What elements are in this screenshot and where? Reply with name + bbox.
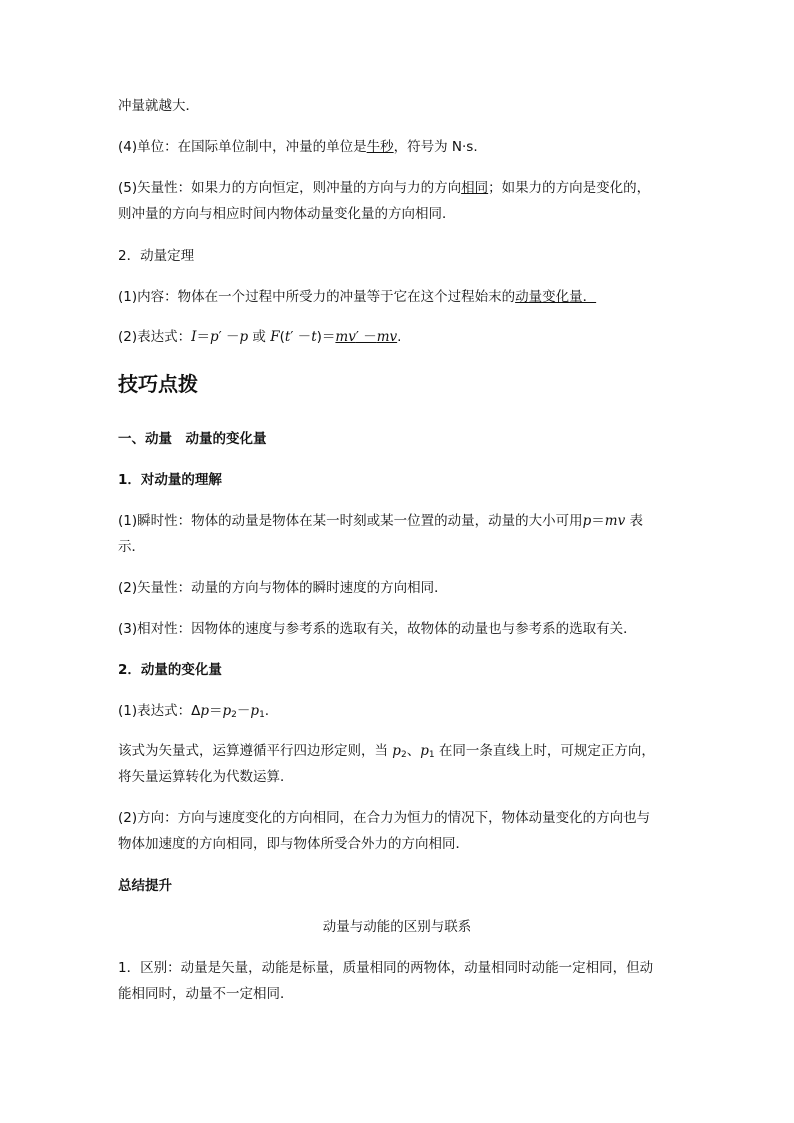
text: 冲量就越大． <box>118 98 199 114</box>
text: (2)矢量性：动量的方向与物体的瞬时速度的方向相同． <box>118 580 448 596</box>
text-line <box>118 984 294 1004</box>
math-var: mv <box>376 329 398 345</box>
text: ＝ <box>591 513 605 529</box>
text: ＝ <box>209 703 223 719</box>
text: 或 <box>248 329 271 345</box>
text: 一、动量 动量的变化量 <box>118 431 267 447</box>
text: ′ － <box>290 329 312 345</box>
math-var: mv <box>604 513 626 529</box>
text-line <box>118 767 294 787</box>
subscript: 1 <box>428 750 435 760</box>
text: . <box>397 329 402 345</box>
text-line <box>118 537 145 557</box>
section-heading <box>118 371 198 397</box>
math-var: F <box>270 329 280 345</box>
text: 总结提升 <box>118 878 172 894</box>
math-var: p <box>392 743 401 759</box>
math-var: p <box>209 329 219 345</box>
formula-line <box>118 327 401 347</box>
heading-text: 技巧点拨 <box>118 372 198 396</box>
subscript: 2 <box>231 710 237 720</box>
underlined-answer: 牛秒 <box>366 139 394 155</box>
text: (4)单位：在国际单位制中，冲量的单位是 <box>118 139 367 155</box>
text-line <box>118 287 596 307</box>
subheading <box>118 470 222 490</box>
math-var: p <box>420 743 429 759</box>
text: 表 <box>625 513 644 529</box>
text-line <box>118 578 448 598</box>
text: 2．动量的变化量 <box>118 662 222 678</box>
text-line <box>118 246 194 266</box>
text-line <box>118 619 637 639</box>
text: (1)表达式：Δ <box>118 703 201 719</box>
underlined-answer: 动量变化量． <box>515 289 597 305</box>
text: ( <box>279 329 285 345</box>
text-line <box>118 137 478 157</box>
text: )＝ <box>316 329 336 345</box>
math-var: p <box>239 329 249 345</box>
math-var: p <box>222 703 232 719</box>
text: 动量与动能的区别与联系 <box>322 919 472 935</box>
formula-line <box>118 701 269 725</box>
text: 该式为矢量式，运算遵循平行四边形定则，当 <box>118 743 393 759</box>
text: (5)矢量性：如果力的方向恒定，则冲量的方向与力的方向 <box>118 180 462 196</box>
text: 、 <box>406 743 421 759</box>
text: 在同一条直线上时，可规定正方向， <box>434 743 655 759</box>
math-var: p <box>582 513 592 529</box>
text: 2．动量定理 <box>118 248 195 264</box>
text-line <box>118 178 650 198</box>
text-line <box>118 204 456 224</box>
subheading <box>118 660 222 680</box>
subheading <box>118 876 172 896</box>
text: 示． <box>118 539 145 555</box>
text: ＝ <box>196 329 210 345</box>
text-line <box>118 958 653 978</box>
text: ′ － <box>218 329 240 345</box>
math-var: t <box>284 329 291 345</box>
text-line <box>118 808 650 828</box>
math-var: p <box>200 703 210 719</box>
subscript: 2 <box>400 750 407 760</box>
text: ；如果力的方向是变化的， <box>488 180 651 196</box>
math-var: mv <box>335 329 356 345</box>
text: (1)内容：物体在一个过程中所受力的冲量等于它在这个过程始末的 <box>118 289 516 305</box>
text: 则冲量的方向与相应时间内物体动量变化量的方向相同． <box>118 206 456 222</box>
text: 能相同时，动量不一定相同． <box>118 986 294 1002</box>
text-line <box>118 96 199 116</box>
text-line <box>118 511 643 531</box>
text: (3)相对性：因物体的速度与参考系的选取有关，故物体的动量也与参考系的选取有关． <box>118 621 637 637</box>
text: ，符号为 N·s. <box>393 139 478 155</box>
text: ′ － <box>355 329 377 345</box>
text: 物体加速度的方向相同，即与物体所受合外力的方向相同． <box>118 836 469 852</box>
subheading <box>118 429 267 449</box>
text-line <box>118 834 469 854</box>
math-var: p <box>250 703 260 719</box>
text: (1)瞬时性：物体的动量是物体在某一时刻或某一位置的动量，动量的大小可用 <box>118 513 583 529</box>
text: 1．对动量的理解 <box>118 472 222 488</box>
underlined-answer: 相同 <box>461 180 489 196</box>
text: (2)表达式： <box>118 329 192 345</box>
text-line <box>118 741 655 765</box>
centered-title <box>0 917 794 937</box>
math-var: t <box>311 329 317 345</box>
text: (2)方向：方向与速度变化的方向相同，在合力为恒力的情况下，物体动量变化的方向也与 <box>118 810 651 826</box>
text: 1．区别：动量是矢量，动能是标量，质量相同的两物体，动量相同时动能一定相同，但动 <box>118 960 654 976</box>
math-var: I <box>191 329 197 345</box>
text: . <box>264 703 270 719</box>
text: － <box>236 703 251 719</box>
subscript: 1 <box>259 710 265 720</box>
text: 将矢量运算转化为代数运算． <box>118 769 294 785</box>
